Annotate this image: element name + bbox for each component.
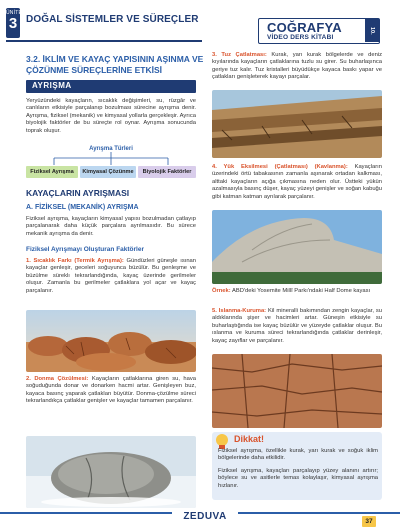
brand-grade: 10. SINIF — [365, 19, 379, 42]
item2-paragraph — [26, 376, 196, 406]
item4-title: 4. Yük Eksilmesi (Çatlatması) (Kavlanma): — [212, 164, 348, 170]
fiziksel-paragraph: Fiziksel ayrışma, kayaçların kimyasal yapısı bozulmadan çatlayıp parçalanarak daha küçük parçalara ayrılmasıdır. Bu sürece mekanik ayrışma da denir. — [26, 216, 196, 237]
page-number: 37 — [362, 516, 376, 527]
intro-paragraph — [26, 98, 196, 135]
dikkat-title: Dikkat! — [234, 434, 265, 444]
diagram-box-fiziksel: Fiziksel Ayrışma — [26, 166, 78, 178]
desert-rocks-image — [26, 310, 196, 372]
unit-badge — [6, 8, 20, 38]
diagram-connectors — [26, 152, 196, 166]
salt-weathering-image — [212, 90, 382, 158]
item4-text: Kayaçların üzerindeki örtü tabakasının zamanla aşınarak ortadan kalkması, alttaki kayaçların açığa çıkmasına neden olur. Üstteki yükün azalmasıyla basınç düşer, kayaç yüzeyi genişler ve soğan kabuğu gibi katman katman ayrılarak parçalanır. — [212, 164, 382, 200]
item5-title: 5. Islanma-Kuruma: — [212, 308, 267, 314]
item2-title: 2. Donma Çözülmesi: — [26, 376, 89, 382]
item4-paragraph — [212, 164, 382, 201]
item3-title: 3. Tuz Çatlatması: — [212, 52, 267, 58]
example-paragraph — [212, 288, 382, 295]
ayrisma-band: AYRIŞMA — [26, 80, 196, 93]
item3-text: Kurak, yarı kurak bölgelerde ve deniz kıyılarında kayaçların çatlaklarına tuzlu su girer. Su buharlaşınca geriye tuz kalır. Tuz kristalleri büyüdükçe kayaca baskı yapar ve çatlakları genişleterek kayayı parçalar. — [212, 52, 382, 81]
diagram-box-biyolojik: Biyolojik Faktörler — [138, 166, 196, 178]
half-dome-image — [212, 210, 382, 284]
footer-logo-text: ZEDUVA — [183, 511, 227, 522]
footer-logo — [172, 510, 238, 524]
item1-text: Gündüzleri güneşle ısınan kayaçlar genleşir, geceleri soğuyunca büzülür. Bu genleşme ve büzülme süreklı tekrarlandığında, kayaç üzerinde gerilmeler oluşur. Zamanla bu gerilmeler çatlaklara yol açar ve kayaç parçalanır. — [26, 258, 197, 294]
cracked-soil-image — [212, 354, 382, 428]
brand-subtitle: VİDEO DERS KİTABI — [267, 34, 334, 41]
fiziksel-ayrisma-heading: A. FİZİKSEL (MEKANİK) AYRIŞMA — [26, 204, 139, 211]
item2-text: Kayaçların çatlaklarına giren su, hava soğuduğunda donar ve donarken hacmi artar. Genişleyen buz, kayaca basınç yaparak çatlakları büyütür. Donma-çözülme süreci tekrarlandıkça çatlaklar genişler ve kayaçlar tamamen parçalanır. — [26, 376, 196, 405]
dikkat-paragraph-2: Fiziksel ayrışma, kayaçları parçalayıp yüzey alanını artırır; böylece su ve asitlerle temas kolaylaşır, kimyasal ayrışma hızlanır. — [218, 468, 378, 489]
kayaclarin-ayrismasi-heading: KAYAÇLARIN AYRIŞMASI — [26, 188, 130, 198]
frost-boulder-image — [26, 436, 196, 508]
faktorler-heading: Fiziksel Ayrışmayı Oluşturan Faktörler — [26, 246, 145, 253]
item3-paragraph — [212, 52, 382, 82]
diagram-title: Ayrışma Türleri — [89, 146, 133, 152]
dikkat-paragraph-1: Fiziksel ayrışma, özellikle kurak, yarı kurak ve soğuk iklim bölgelerinde daha etkilidir. — [218, 448, 378, 462]
item5-paragraph — [212, 308, 382, 345]
unit-number: 3 — [8, 15, 18, 32]
unit-label: ÜNİTE — [6, 10, 22, 16]
intro-text: Yeryüzündeki kayaçların, sıcaklık değişimleri, su, rüzgâr ve canlıların etkisiyle parçalanıp bozulması sürecine ayrışma denir. Ayrışma, fiziksel (mekanik) ve kimyasal yollarla gerçekleşir. Ayrıca biyolojik faktörler de bu süreçte rol oynar. Ayrışma sonucunda toprak oluşur. — [26, 98, 196, 134]
item5-text: Kil mineralli bakımından zengin kayaçlar, su aldıklarında şişer ve hacimleri artar. Güneşin etkisiyle su buharlaştığında ise kayaç büzülür ve yüzeyde çatlaklar oluşur. Bu ıslanma ve kuruma süreci tekrarlandığında çatlaklar derinleşir, kayaç zayıflar ve parçalanır. — [212, 308, 382, 344]
example-text: ABD'deki Yosemite Millî Parkı'ndaki Half Dome kayası — [231, 288, 371, 294]
example-label: Örnek: — [212, 288, 231, 294]
header-divider — [6, 40, 202, 42]
brand-title: COĞRAFYA — [267, 20, 342, 35]
unit-title: DOĞAL SİSTEMLER VE SÜREÇLER — [26, 14, 199, 25]
section-title: 3.2. İKLİM VE KAYAÇ YAPISININ AŞINMA VE ÇÖZÜNME SÜREÇLERİNE ETKİSİ — [26, 54, 204, 75]
item1-paragraph — [26, 258, 196, 295]
brand-box — [258, 18, 380, 44]
item1-title: 1. Sıcaklık Farkı (Termik Ayrışma): — [26, 258, 124, 264]
diagram-box-kimyasal: Kimyasal Çözünme — [80, 166, 136, 178]
